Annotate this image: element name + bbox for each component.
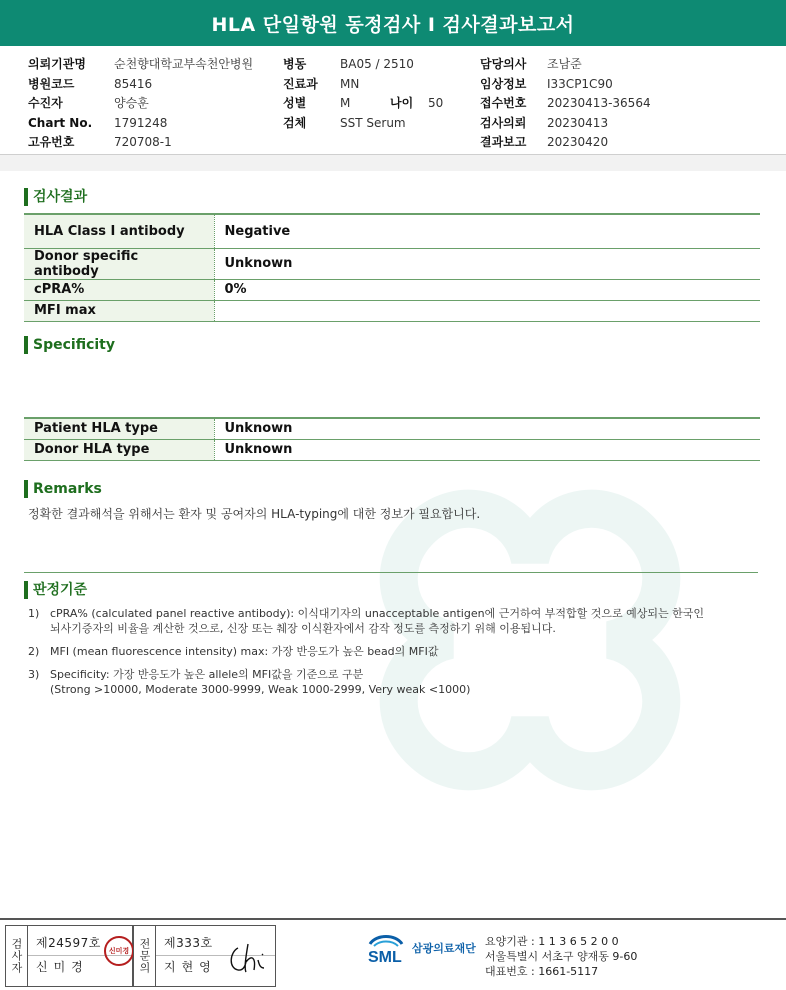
table-row [24,418,760,439]
info-value: 양승훈 [114,96,149,110]
age-field [390,94,443,114]
signer-name: 신미경 [36,960,89,974]
criteria-item [28,667,470,697]
result-value [214,300,760,321]
info-label: 고유번호 [28,135,75,149]
info-value: BA05 / 2510 [340,57,414,71]
info-row [480,114,651,134]
seal-stamp-icon: 신미경 [104,936,134,966]
doctor-signbox [133,925,276,987]
signer-role-text: 전문의 [138,938,151,974]
info-label: 의뢰기관명 [28,57,86,71]
criteria-line: Specificity: 가장 반응도가 높은 allele의 MFI값을 기준으로 구분 [50,668,364,681]
info-label: Chart No. [28,115,93,130]
info-label: 접수번호 [480,96,527,110]
signer-license: 제24597호 [36,936,101,950]
info-row [28,55,253,75]
signer-role [134,926,156,986]
address-line: 서울특별시 서초구 양재동 9-60 [485,950,638,963]
info-label: 결과보고 [480,135,527,149]
hla-type-value: Unknown [214,439,760,460]
remarks-section-title: Remarks [24,480,102,498]
table-row [24,248,760,279]
age-label: 나이 [390,96,414,110]
result-value: 0% [214,279,760,300]
info-value: 720708-1 [114,135,172,149]
info-value: 20230413-36564 [547,96,651,110]
info-row [480,55,651,75]
signer-license: 제333호 [164,936,213,950]
logo-text: SML [368,949,402,964]
hla-type-label: Donor HLA type [24,439,214,460]
info-value: 20230420 [547,135,609,149]
age-value: 50 [428,96,444,110]
criteria-item [28,644,438,659]
sml-logo [366,932,476,964]
tester-signbox [5,925,133,987]
criteria-item [28,606,704,636]
info-row [283,55,414,75]
signature-icon [226,938,270,978]
criteria-line: MFI (mean fluorescence intensity) max: 가장 반응도가 높은 bead의 MFI값 [50,645,439,658]
hla-type-label: Patient HLA type [24,418,214,439]
sml-logo-icon [366,932,406,964]
info-row [480,133,651,153]
criteria-divider [24,572,758,573]
info-label: 담당의사 [480,57,527,71]
results-section-title: 검사결과 [24,188,87,206]
info-value: MN [340,76,360,91]
result-label: Donor specific antibody [24,248,214,279]
criteria-num: 2) [28,645,40,658]
report-title: HLA 단일항원 동정검사 I 검사결과보고서 [0,0,786,46]
info-value: 순천향대학교부속천안병원 [114,57,254,71]
header-col-3 [480,55,651,153]
result-label: MFI max [24,300,214,321]
specificity-section-title: Specificity [24,336,115,354]
info-row [28,133,253,153]
criteria-section-title: 판정기준 [24,581,87,599]
facility-code: 요양기관 : 1 1 3 6 5 2 0 0 [485,935,619,948]
info-value: 조남준 [547,57,582,71]
info-value: M [340,96,351,110]
info-value: 1791248 [114,115,168,130]
info-label: 성별 [283,96,307,110]
info-label: 수진자 [28,96,63,110]
results-table [24,213,760,322]
info-row [480,75,651,95]
criteria-num: 1) [28,607,40,620]
footer-divider [0,918,786,920]
remarks-text: 정확한 결과해석을 위해서는 환자 및 공여자의 HLA-typing에 대한 정보가 필요합니다. [28,507,481,521]
info-value: I33CP1C90 [547,76,613,91]
signer-role [6,926,28,986]
info-row [28,75,253,95]
footer-address [485,934,637,979]
info-label: 임상정보 [480,76,527,91]
table-row [24,279,760,300]
info-row [283,114,414,134]
header-col-1 [28,55,253,153]
hla-type-value: Unknown [214,418,760,439]
info-value: 20230413 [547,115,609,130]
table-row [24,439,760,460]
result-value: Negative [214,214,760,248]
result-label: cPRA% [24,279,214,300]
info-row [480,94,651,114]
info-label: 병동 [283,57,307,71]
criteria-line: 뇌사기증자의 비율을 계산한 것으로, 신장 또는 췌장 이식환자에서 감작 정도를 측정하기 위해 이용됩니다. [50,622,556,635]
phone-line: 대표번호 : 1661-5117 [485,965,599,978]
result-label: HLA Class I antibody [24,214,214,248]
signer-role-text: 검사자 [10,938,23,974]
hla-type-table [24,417,760,461]
table-row [24,214,760,248]
info-row [28,114,253,134]
header-shade [0,155,786,171]
criteria-num: 3) [28,668,40,681]
info-value: 85416 [114,76,153,91]
info-label: 진료과 [283,76,318,91]
info-label: 병원코드 [28,76,75,91]
org-name: 삼광의료재단 [412,942,476,955]
result-value: Unknown [214,248,760,279]
info-label: 검사의뢰 [480,115,527,130]
signer-name: 지현영 [164,960,217,974]
info-value: SST Serum [340,115,406,130]
criteria-line: (Strong >10000, Moderate 3000-9999, Weak 1000-2999, Very weak <1000) [50,683,471,696]
info-row [28,94,253,114]
info-label: 검체 [283,115,307,130]
criteria-line: cPRA% (calculated panel reactive antibody): 이식대기자의 unacceptable antigen에 근거하여 부적합할 것으로 예상되는 한국인 [50,607,704,620]
info-row [283,75,414,95]
table-row [24,300,760,321]
